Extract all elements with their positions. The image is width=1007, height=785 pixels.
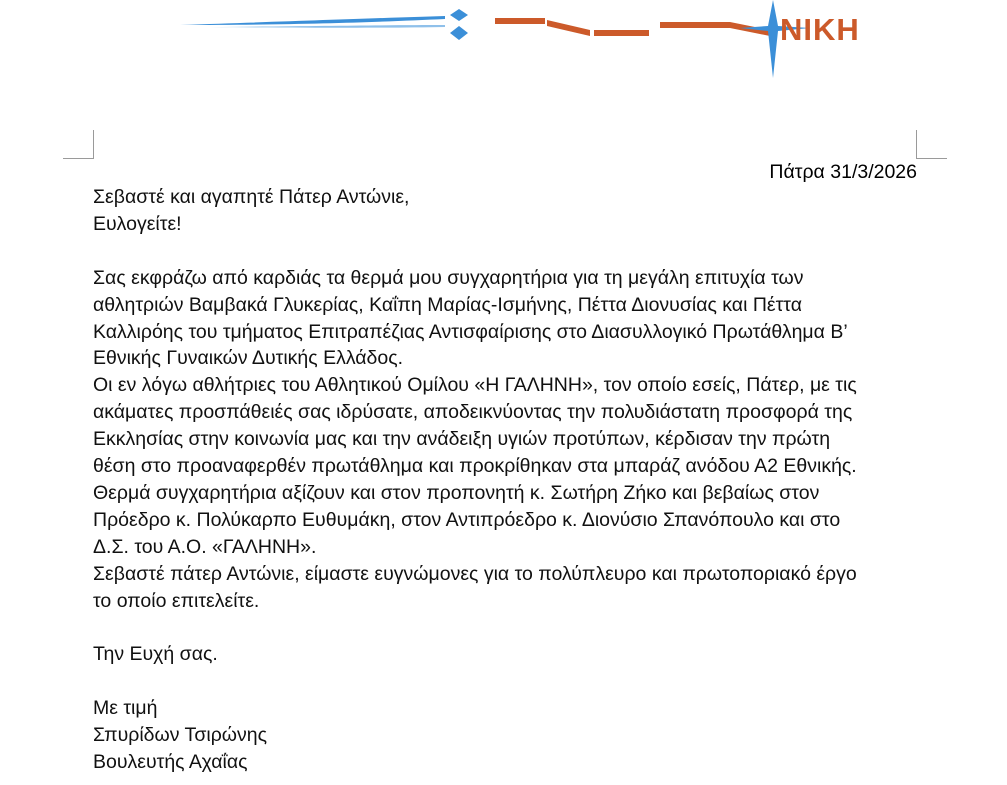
paragraph-gap: [93, 614, 923, 641]
body-line: αθλητριών Βαμβακά Γλυκερίας, Καΐπη Μαρίας-Ισμήνης, Πέττα Διονυσίας και Πέττα: [93, 293, 802, 316]
body-line: θέση στο προαναφερθέν πρωτάθλημα και προκρίθηκαν στα μπαράζ ανόδου Α2 Εθνικής.: [93, 455, 857, 478]
salutation-line: Ευλογείτε!: [93, 212, 182, 235]
salutation-line: Σεβαστέ και αγαπητέ Πάτερ Αντώνιε,: [93, 186, 410, 208]
closing-line: Την Ευχή σας.: [93, 643, 218, 666]
body-line: Δ.Σ. του Α.Ο. «ΓΑΛΗΝΗ».: [93, 535, 317, 558]
paragraph-gap: [93, 668, 923, 695]
logo-orange-dash-1: [495, 18, 545, 24]
logo-blue-swoosh-lower: [210, 25, 445, 28]
body-line: Εθνικής Γυναικών Δυτικής Ελλάδος.: [93, 347, 404, 370]
signature-name: Σπυρίδων Τσιρώνης: [93, 724, 268, 747]
logo-left-star-lower: [450, 26, 468, 40]
letter-body: [93, 184, 923, 776]
body-line: Πρόεδρο κ. Πολύκαρπο Ευθυμάκη, στον Αντιπρόεδρο κ. Διονύσιο Σπανόπουλο και στο: [93, 508, 841, 531]
body-line: Καλλιρόης του τμήματος Επιτραπέζιας Αντισφαίρισης στο Διασυλλογικό Πρωτάθλημα Β’: [93, 320, 848, 343]
letter-date: Πάτρα 31/3/2026: [769, 161, 917, 183]
paragraph-gap: [93, 238, 923, 265]
logo-blue-swoosh: [180, 16, 445, 25]
signature-line: Με τιμή: [93, 697, 158, 720]
body-line: Οι εν λόγω αθλήτριες του Αθλητικού Ομίλου «Η ΓΑΛΗΝΗ», τον οποίο εσείς, Πάτερ, με τις: [93, 374, 857, 397]
body-line: το οποίο επιτελείτε.: [93, 589, 260, 612]
logo-orange-dash-3: [594, 30, 649, 36]
logo-text: ΝΙΚΗ: [780, 12, 860, 47]
body-line: Εκκλησίας στην κοινωνία μας και την ανάδειξη υγιών προτύπων, κέρδισαν την πρώτη: [93, 428, 831, 451]
logo-orange-dash-2: [547, 20, 590, 36]
page-margin-corner-right: [916, 130, 947, 159]
signature-title: Βουλευτής Αχαΐας: [93, 750, 248, 773]
body-line: Σεβαστέ πάτερ Αντώνιε, είμαστε ευγνώμονες για το πολύπλευρο και πρωτοποριακό έργο: [93, 562, 857, 585]
party-logo: [0, 0, 1007, 80]
logo-orange-dash-4: [660, 22, 730, 28]
body-line: Θερμά συγχαρητήρια αξίζουν και στον προπονητή κ. Σωτήρη Ζήκο και βεβαίως στον: [93, 481, 820, 504]
body-line: Σας εκφράζω από καρδιάς τα θερμά μου συγχαρητήρια για τη μεγάλη επιτυχία των: [93, 266, 804, 289]
page-margin-corner-left: [63, 130, 94, 159]
body-line: ακάματες προσπάθειές σας ιδρύσατε, αποδεικνύοντας την πολυδιάστατη προσφορά της: [93, 401, 853, 424]
logo-left-star: [450, 9, 468, 21]
